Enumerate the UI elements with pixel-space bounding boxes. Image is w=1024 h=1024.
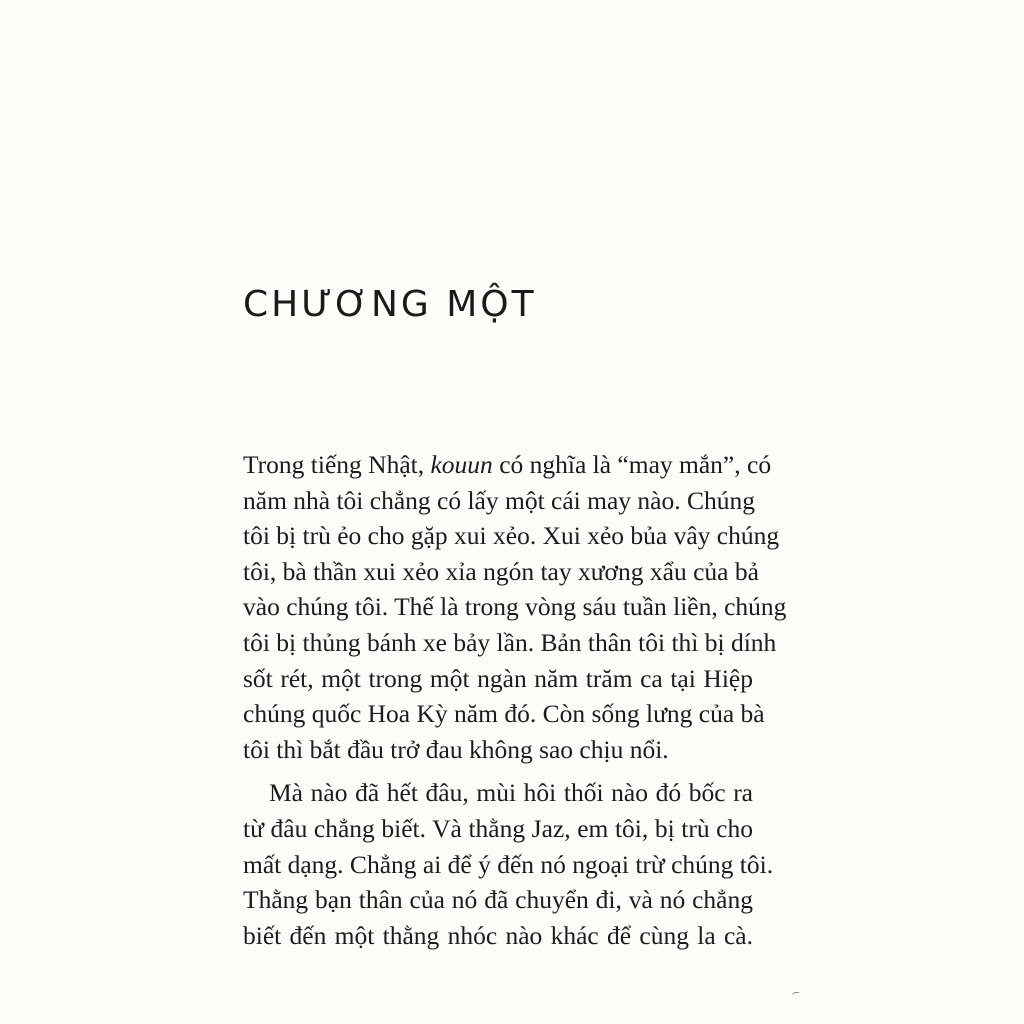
text-line: tôi, bà thần xui xẻo xỉa ngón tay xương xẩu của bả — [243, 556, 759, 586]
text-line: Trong tiếng Nhật, kouun có nghĩa là “may mắn”, có — [243, 450, 772, 479]
text-line: Thằng bạn thân của nó đã chuyển đi, và nó chẳng — [243, 885, 753, 915]
text-line: vào chúng tôi. Thế là trong vòng sáu tuần liền, chúng — [243, 592, 787, 622]
italic-term: kouun — [430, 450, 493, 479]
text-line: từ đâu chẳng biết. Và thằng Jaz, em tôi, bị trù cho — [243, 813, 753, 843]
text-line: mất dạng. Chẳng ai để ý đến nó ngoại trừ chúng tôi. — [243, 849, 774, 879]
text-line: Mà nào đã hết đâu, mùi hôi thối nào đó bốc ra — [269, 778, 753, 808]
paragraph-2 — [243, 775, 774, 953]
text-line: biết đến một thằng nhóc nào khác để cùng la cà. — [243, 920, 753, 950]
text-line: năm nhà tôi chẳng có lấy một cái may nào. Chúng — [243, 485, 755, 515]
paragraph-1 — [243, 447, 787, 767]
text-line: tôi thì bắt đầu trở đau không sao chịu nổi. — [243, 734, 669, 764]
chapter-title: CHƯƠNG MỘT — [243, 284, 537, 325]
text-line: tôi bị trù ẻo cho gặp xui xẻo. Xui xẻo bủa vây chúng — [243, 521, 780, 551]
chapter-body — [243, 447, 787, 953]
text-line: sốt rét, một trong một ngàn năm trăm ca tại Hiệp — [243, 663, 753, 693]
text-line: tôi bị thủng bánh xe bảy lần. Bản thân tôi thì bị dính — [243, 627, 777, 657]
text-line: chúng quốc Hoa Kỳ năm đó. Còn sống lưng của bà — [243, 699, 765, 729]
paper-speck — [792, 991, 801, 998]
